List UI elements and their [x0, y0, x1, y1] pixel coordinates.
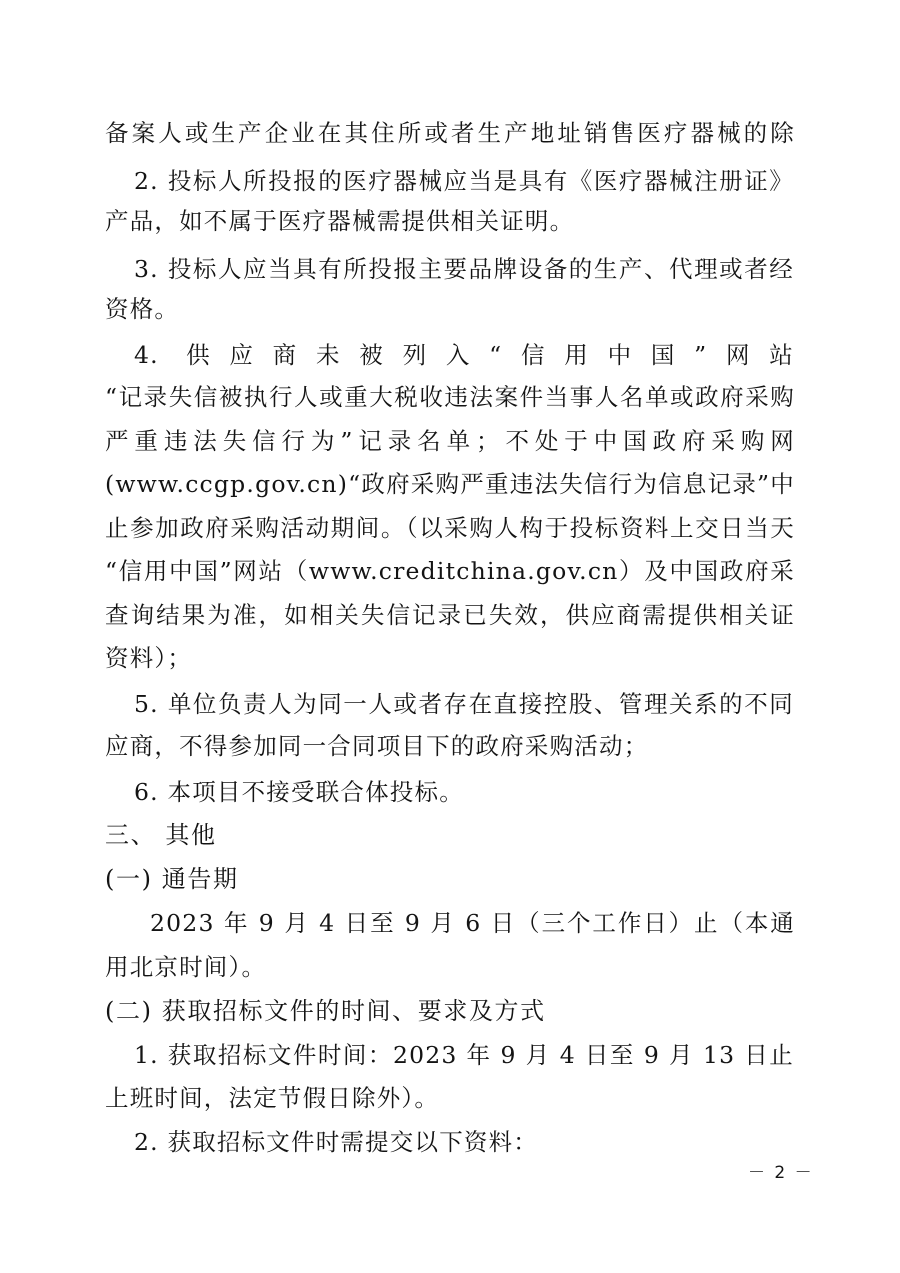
text-line: 3. 投标人应当具有所投报主要品牌设备的生产、代理或者经 [134, 255, 794, 283]
text-line: 止参加政府采购活动期间。（以采购人构于投标资料上交日当天 [105, 514, 795, 542]
text-line: 资格。 [105, 295, 180, 323]
subsection-heading: (一) 通告期 [105, 865, 239, 893]
text-line: 查询结果为准，如相关失信记录已失效，供应商需提供相关证 [105, 601, 795, 629]
text-line: 1. 获取招标文件时间：2023 年 9 月 4 日至 9 月 13 日止 [134, 1041, 794, 1069]
text-line: 2023 年 9 月 4 日至 9 月 6 日（三个工作日）止（本通 [150, 909, 795, 937]
text-line: 产品，如不属于医疗器械需提供相关证明。 [105, 207, 575, 235]
text-line: 备案人或生产企业在其住所或者生产地址销售医疗器械的除 [105, 119, 795, 147]
text-line: (www.ccgp.gov.cn)“政府采购严重违法失信行为信息记录”中 [105, 470, 795, 498]
text-line: 2. 投标人所投报的医疗器械应当是具有《医疗器械注册证》 [134, 167, 794, 195]
text-line: 6. 本项目不接受联合体投标。 [134, 778, 464, 806]
page-number: － 2 － [748, 1163, 814, 1183]
text-line: 严重违法失信行为”记录名单；不处于中国政府采购网 [105, 427, 795, 455]
subsection-heading: (二) 获取招标文件的时间、要求及方式 [105, 997, 546, 1025]
text-line: 5. 单位负责人为同一人或者存在直接控股、管理关系的不同 [134, 690, 794, 718]
text-line: “信用中国”网站（www.creditchina.gov.cn）及中国政府采 [105, 557, 795, 585]
text-line: 应商，不得参加同一合同项目下的政府采购活动； [105, 732, 649, 760]
text-line: 用北京时间）。 [105, 953, 267, 981]
text-line: 上班时间，法定节假日除外）。 [105, 1084, 440, 1112]
text-line: 2. 获取招标文件时需提交以下资料： [134, 1128, 538, 1156]
section-heading: 三、 其他 [105, 821, 217, 849]
text-line: “记录失信被执行人或重大税收违法案件当事人名单或政府采购 [105, 383, 795, 411]
text-line: 资料）； [105, 644, 193, 672]
text-line: 4. 供应商未被列入“信用中国”网站 [134, 341, 794, 369]
